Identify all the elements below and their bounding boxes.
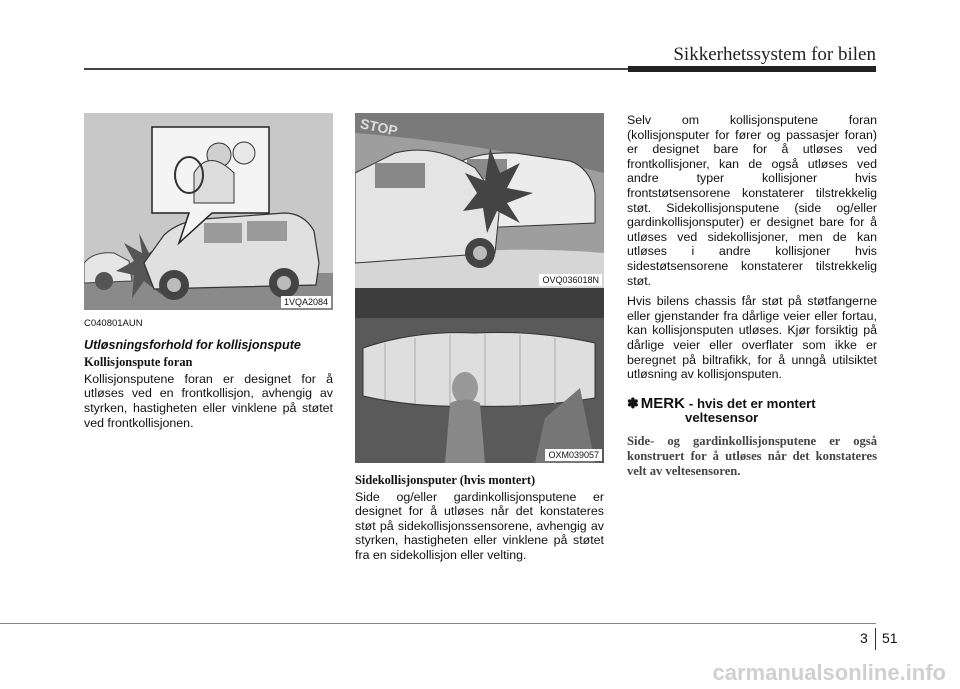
figure-front-collision [84, 113, 333, 310]
side-collision-illustration [355, 113, 604, 288]
middle-column [355, 470, 604, 563]
figure-code-label: OVQ036018N [539, 274, 602, 286]
section-heading: Utløsningsforhold for kollisjonspute [84, 337, 301, 352]
figure-side-collision [355, 113, 604, 288]
road-stop-text: STOP [358, 115, 400, 139]
paragraph-other-collisions: Selv om kollisjonsputene foran (kollisjonsputer for fører og passasjer foran) er designet bare for å utløses ved frontkollisjoner, kan de også utløses ved andre typer kollisjoner hvis frontstøtsensorene konstaterer tilstrekkelig støt. Sidekollisjonsputene (side og/eller gardinkollisjonsputer) er designet bare for å utløses ved sidekollisjoner, men de kan utløses i andre kollisjoner hvis sidestøtsensorene konstaterer tilstrekkelig støt. [627, 113, 877, 288]
note-label: MERK [640, 394, 685, 412]
curtain-airbag-illustration [355, 288, 604, 463]
page-divider [875, 628, 876, 650]
header-tab [628, 66, 876, 72]
note-title: - hvis det er montert [688, 395, 816, 411]
front-collision-illustration [84, 113, 333, 310]
watermark: carmanualsonline.info [712, 660, 946, 685]
note-title-line2: veltesensor [685, 410, 759, 426]
section-code: C040801AUN [84, 318, 143, 329]
note-text: Side- og gardinkollisjonsputene er også konstruert for å utløses når det konstateres velt av veltesensoren. [627, 433, 877, 478]
paragraph-chassis-impact: Hvis bilens chassis får støt på støtfangerne eller gjenstander fra dårlige veier eller fortau, kan kollisjonsputen utløses. Kjør forsiktig på dårlige veier eller overflater som ikke er beregnet på biltrafikk, for å unngå utilsiktet utløsning av kollisjonsputen. [627, 294, 877, 382]
paragraph-side-airbag: Side og/eller gardinkollisjonsputene er designet for å utløses når det konstateres støt på sidekollisjonssensorene, avhengig av styrken, hastigheten eller vinklene på støtet fra en sidekollisjon eller velting. [355, 489, 604, 562]
note-star-icon: ✽ [627, 394, 639, 411]
left-column [84, 317, 333, 430]
page-chapter: 3 [860, 630, 868, 646]
right-column [627, 113, 877, 479]
figure-curtain-airbag [355, 288, 604, 463]
header-title: Sikkerhetssystem for bilen [673, 44, 876, 65]
figure-code-label: OXM039057 [545, 449, 602, 461]
paragraph-front-airbag: Kollisjonsputene foran er designet for å utløses ved en frontkollisjon, avhengig av styrken, hastigheten eller vinklene på støtet ved frontkollisjonen. [84, 371, 333, 430]
page-number: 51 [882, 630, 898, 646]
figure-code-label: 1VQA2084 [281, 296, 331, 308]
sub-heading-side-airbag: Sidekollisjonsputer (hvis montert) [355, 473, 536, 487]
footer-rule [0, 623, 876, 624]
note-heading [627, 396, 877, 412]
sub-heading-front-airbag: Kollisjonspute foran [84, 355, 193, 370]
